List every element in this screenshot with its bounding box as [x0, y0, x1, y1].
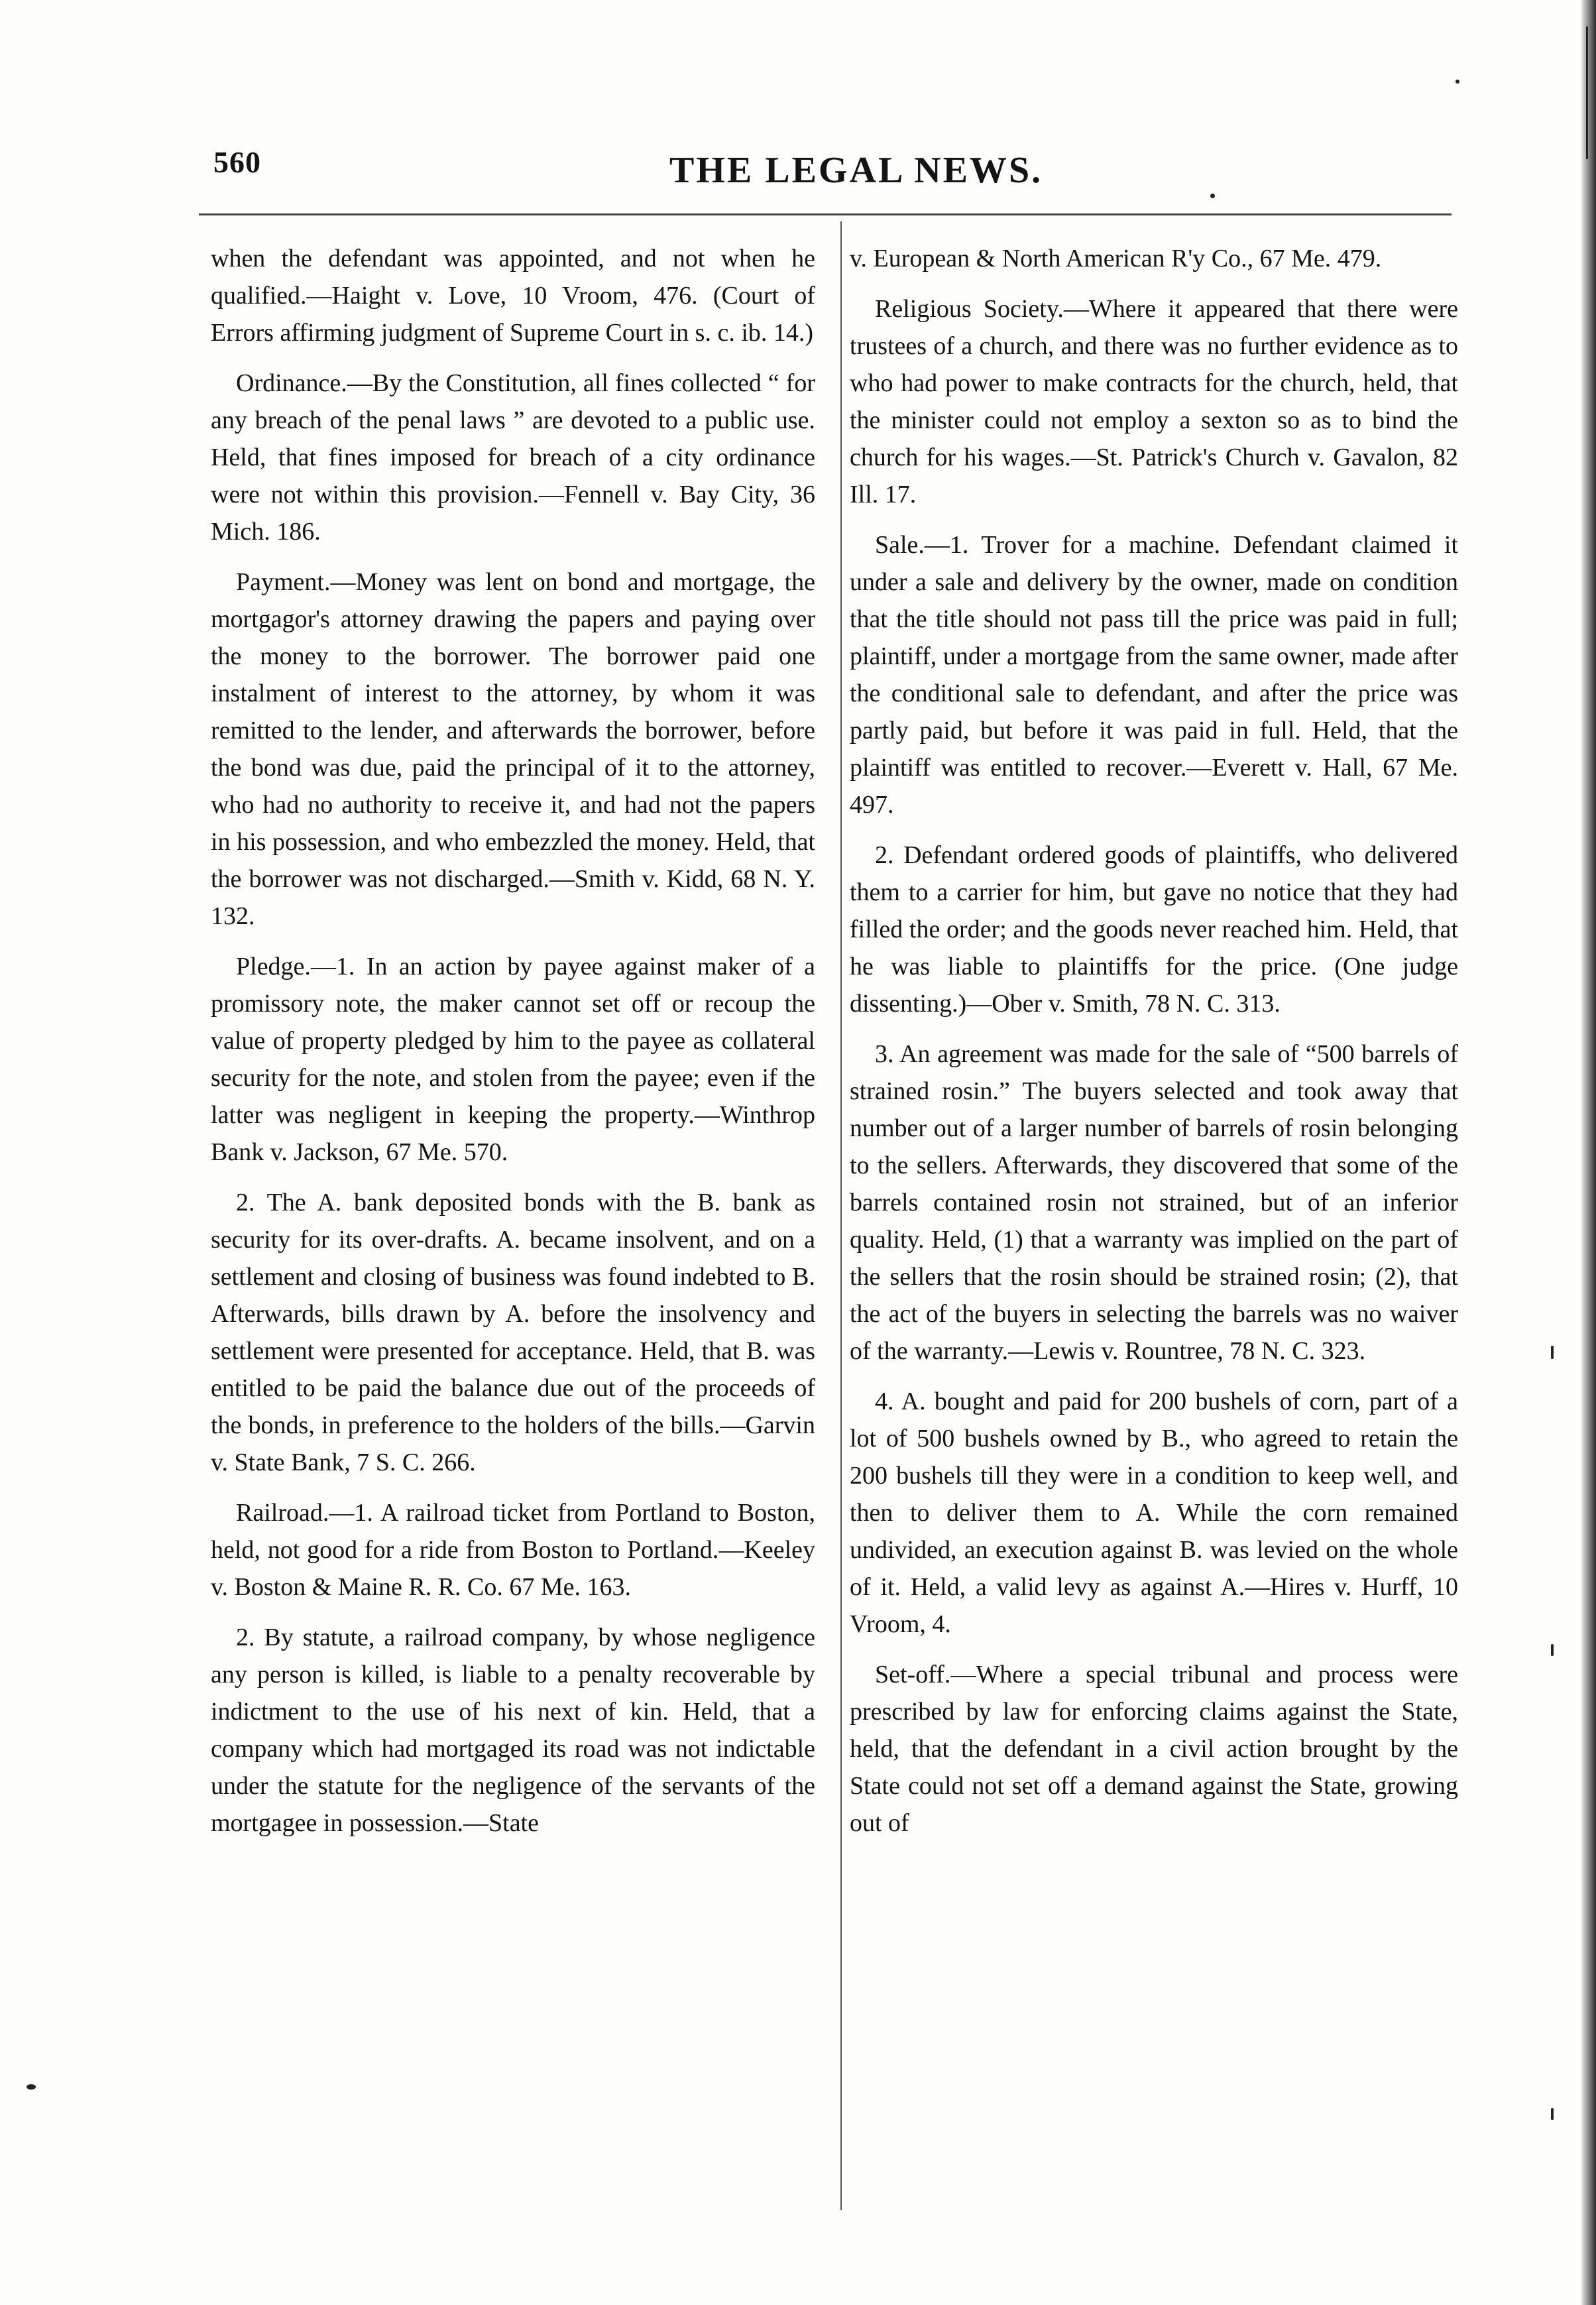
paragraph: 2. Defendant ordered goods of plaintiffs, who delivered them to a carrier for him, but gave no notice that they had filled the order; and the goods never reached him. Held, that he was liable to plaintiffs for the price. (One judge dissenting.)—Ober v. Smith, 78 N. C. 313. [850, 841, 1458, 1018]
paragraph: Religious Society.—Where it appeared that there were trustees of a church, and there was no further evidence as to who had power to make contracts for the church, held, that the minister could not employ a sexton so as to bind the church for his wages.—St. Patrick's Church v. Gavalon, 82 Ill. 17. [850, 295, 1458, 508]
ink-speck [1455, 80, 1459, 84]
left-column [211, 240, 815, 1855]
ink-speck [1551, 1346, 1554, 1359]
paragraph: Payment.—Money was lent on bond and mortgage, the mortgagor's attorney drawing the papers and paying over the money to the borrower. The borrower paid one instalment of interest to the attorney, by whom it was remitted to the lender, and afterwards the borrower, before the bond was due, paid the principal of it to the attorney, who had no authority to receive it, and had not the papers in his possession, and who embezzled the money. Held, that the borrower was not discharged.—Smith v. Kidd, 68 N. Y. 132. [211, 568, 815, 930]
paragraph: 2. The A. bank deposited bonds with the B. bank as security for its over-drafts. A. became insolvent, and on a settlement and closing of business was found indebted to B. Afterwards, bills drawn by A. before the insolvency and settlement were presented for acceptance. Held, that B. was entitled to be paid the balance due out of the proceeds of the bonds, in preference to the holders of the bills.—Garvin v. State Bank, 7 S. C. 266. [211, 1189, 815, 1476]
ink-speck [1551, 2108, 1554, 2120]
paragraph: when the defendant was appointed, and not when he qualified.—Haight v. Love, 10 Vroom, 476. (Court of Errors affirming judgment of Supreme Court in s. c. ib. 14.) [211, 245, 815, 347]
paragraph: Railroad.—1. A railroad ticket from Portland to Boston, held, not good for a ride from Boston to Portland.—Keeley v. Boston & Maine R. R. Co. 67 Me. 163. [211, 1499, 815, 1601]
page-edge-marks [1586, 27, 1592, 159]
ink-speck [27, 2084, 36, 2090]
column-rule [840, 221, 842, 2210]
paragraph: Pledge.—1. In an action by payee against maker of a promissory note, the maker cannot set off or recoup the value of property pledged by him to the payee as collateral security for the note, and stolen from the payee; even if the latter was negligent in keeping the property.—Winthrop Bank v. Jackson, 67 Me. 570. [211, 953, 815, 1166]
paragraph: Ordinance.—By the Constitution, all fines collected “ for any breach of the penal laws ” are devoted to a public use. Held, that fines imposed for breach of a city ordinance were not within this provision.—Fennell v. Bay City, 36 Mich. 186. [211, 369, 815, 546]
paragraph: v. European & North American R'y Co., 67 Me. 479. [850, 245, 1382, 272]
paragraph: 4. A. bought and paid for 200 bushels of corn, part of a lot of 500 bushels owned by B., who agreed to retain the 200 bushels till they were in a condition to keep well, and then to deliver them to A. While the corn remained undivided, an execution against B. was levied on the whole of it. Held, a valid levy as against A.—Hires v. Hurff, 10 Vroom, 4. [850, 1388, 1458, 1638]
paragraph: 2. By statute, a railroad company, by whose negligence any person is killed, is liable to a penalty recoverable by indictment to the use of his next of kin. Held, that a company which had mortgaged its road was not indictable under the statute for the negligence of the servants of the mortgagee in possession.—State [211, 1624, 815, 1837]
paragraph: Sale.—1. Trover for a machine. Defendant claimed it under a sale and delivery by the owner, made on condition that the title should not pass till the price was paid in full; plaintiff, under a mortgage from the same owner, made after the conditional sale to defendant, and after the price was partly paid, but before it was paid in full. Held, that the plaintiff was entitled to recover.—Everett v. Hall, 67 Me. 497. [850, 531, 1458, 819]
ink-speck [1210, 194, 1215, 198]
running-head: THE LEGAL NEWS. [669, 150, 1043, 191]
ink-speck [1551, 1644, 1554, 1656]
page-edge-shadow [1581, 0, 1596, 2305]
page-number: 560 [213, 145, 261, 179]
right-column [850, 240, 1458, 1855]
paragraph: 3. An agreement was made for the sale of “500 barrels of strained rosin.” The buyers selected and took away that number out of a larger number of barrels of rosin belonging to the sellers. Afterwards, they discovered that some of the barrels contained rosin not strained, but of an inferior quality. Held, (1) that a warranty was implied on the part of the sellers that the rosin should be strained rosin; (2), that the act of the buyers in selecting the barrels was no waiver of the warranty.—Lewis v. Rountree, 78 N. C. 323. [850, 1040, 1458, 1365]
paragraph: Set-off.—Where a special tribunal and process were prescribed by law for enforcing claims against the State, held, that the defendant in a civil action brought by the State could not set off a demand against the State, growing out of [850, 1661, 1458, 1837]
header-rule [199, 213, 1452, 215]
